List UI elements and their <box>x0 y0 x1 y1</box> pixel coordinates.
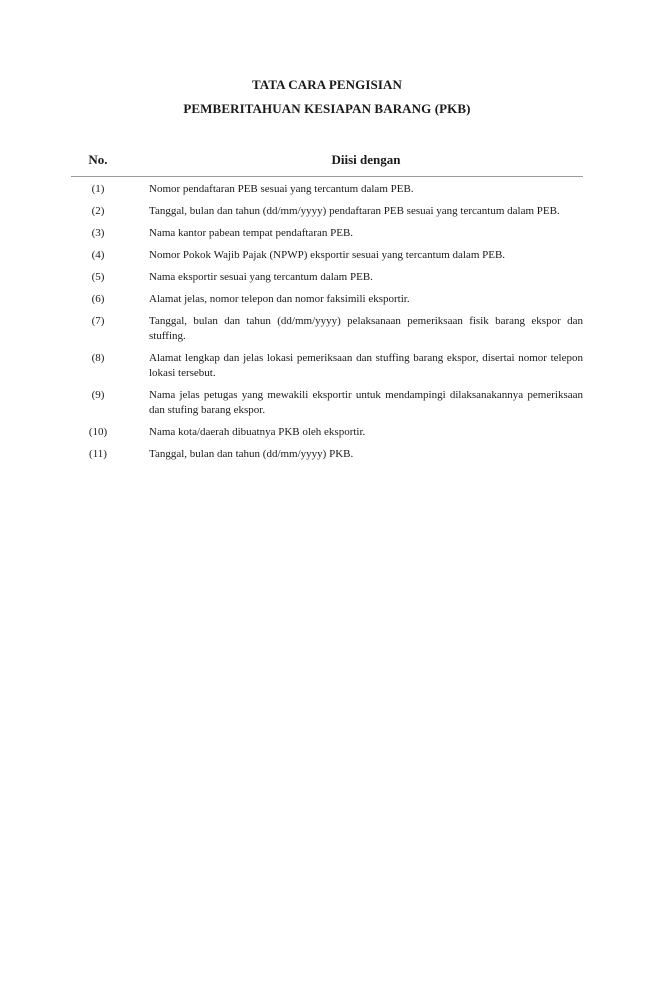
row-description: Tanggal, bulan dan tahun (dd/mm/yyyy) pendaftaran PEB sesuai yang tercantum dalam PEB. <box>149 205 560 217</box>
row-number: (1) <box>91 183 105 195</box>
row-number: (11) <box>89 448 107 460</box>
row-number: (10) <box>88 426 108 438</box>
row-number: (2) <box>91 205 105 217</box>
document-subtitle: PEMBERITAHUAN KESIAPAN BARANG (PKB) <box>183 101 471 116</box>
column-header-description: Diisi dengan <box>331 152 401 167</box>
row-description: Nama jelas petugas yang mewakili eksportir untuk mendampingi dilaksanakannya pemeriksaan dan stufing barang ekspor. <box>149 389 583 416</box>
row-description: Nama kota/daerah dibuatnya PKB oleh eksportir. <box>149 426 366 438</box>
table-header <box>71 150 583 177</box>
table-row <box>71 270 583 285</box>
column-header-no: No. <box>88 152 108 167</box>
document-title: TATA CARA PENGISIAN <box>252 77 402 92</box>
table-row <box>71 425 583 440</box>
row-number: (8) <box>91 352 105 364</box>
table-row <box>71 314 583 344</box>
table-row <box>71 182 583 197</box>
table-row <box>71 204 583 219</box>
row-number: (4) <box>91 249 105 261</box>
instructions-table <box>71 150 583 469</box>
row-description: Nama eksportir sesuai yang tercantum dalam PEB. <box>149 271 373 283</box>
row-description: Tanggal, bulan dan tahun (dd/mm/yyyy) PKB. <box>149 448 354 460</box>
row-description: Alamat lengkap dan jelas lokasi pemeriksaan dan stuffing barang ekspor, disertai nomor telepon lokasi tersebut. <box>149 352 583 379</box>
table-row <box>71 351 583 381</box>
table-row <box>71 226 583 241</box>
row-number: (3) <box>91 227 105 239</box>
row-description: Nomor pendaftaran PEB sesuai yang tercantum dalam PEB. <box>149 183 414 195</box>
row-number: (5) <box>91 271 105 283</box>
table-row <box>71 248 583 263</box>
row-description: Nama kantor pabean tempat pendaftaran PEB. <box>149 227 354 239</box>
table-row <box>71 292 583 307</box>
row-description: Alamat jelas, nomor telepon dan nomor faksimili eksportir. <box>149 293 410 305</box>
row-description: Tanggal, bulan dan tahun (dd/mm/yyyy) pelaksanaan pemeriksaan fisik barang ekspor dan stuffing. <box>149 315 583 342</box>
row-number: (6) <box>91 293 105 305</box>
table-body <box>71 177 583 462</box>
row-number: (7) <box>91 315 105 327</box>
row-number: (9) <box>91 389 105 401</box>
row-description: Nomor Pokok Wajib Pajak (NPWP) eksportir sesuai yang tercantum dalam PEB. <box>149 249 506 261</box>
table-row <box>71 388 583 418</box>
table-row <box>71 447 583 462</box>
